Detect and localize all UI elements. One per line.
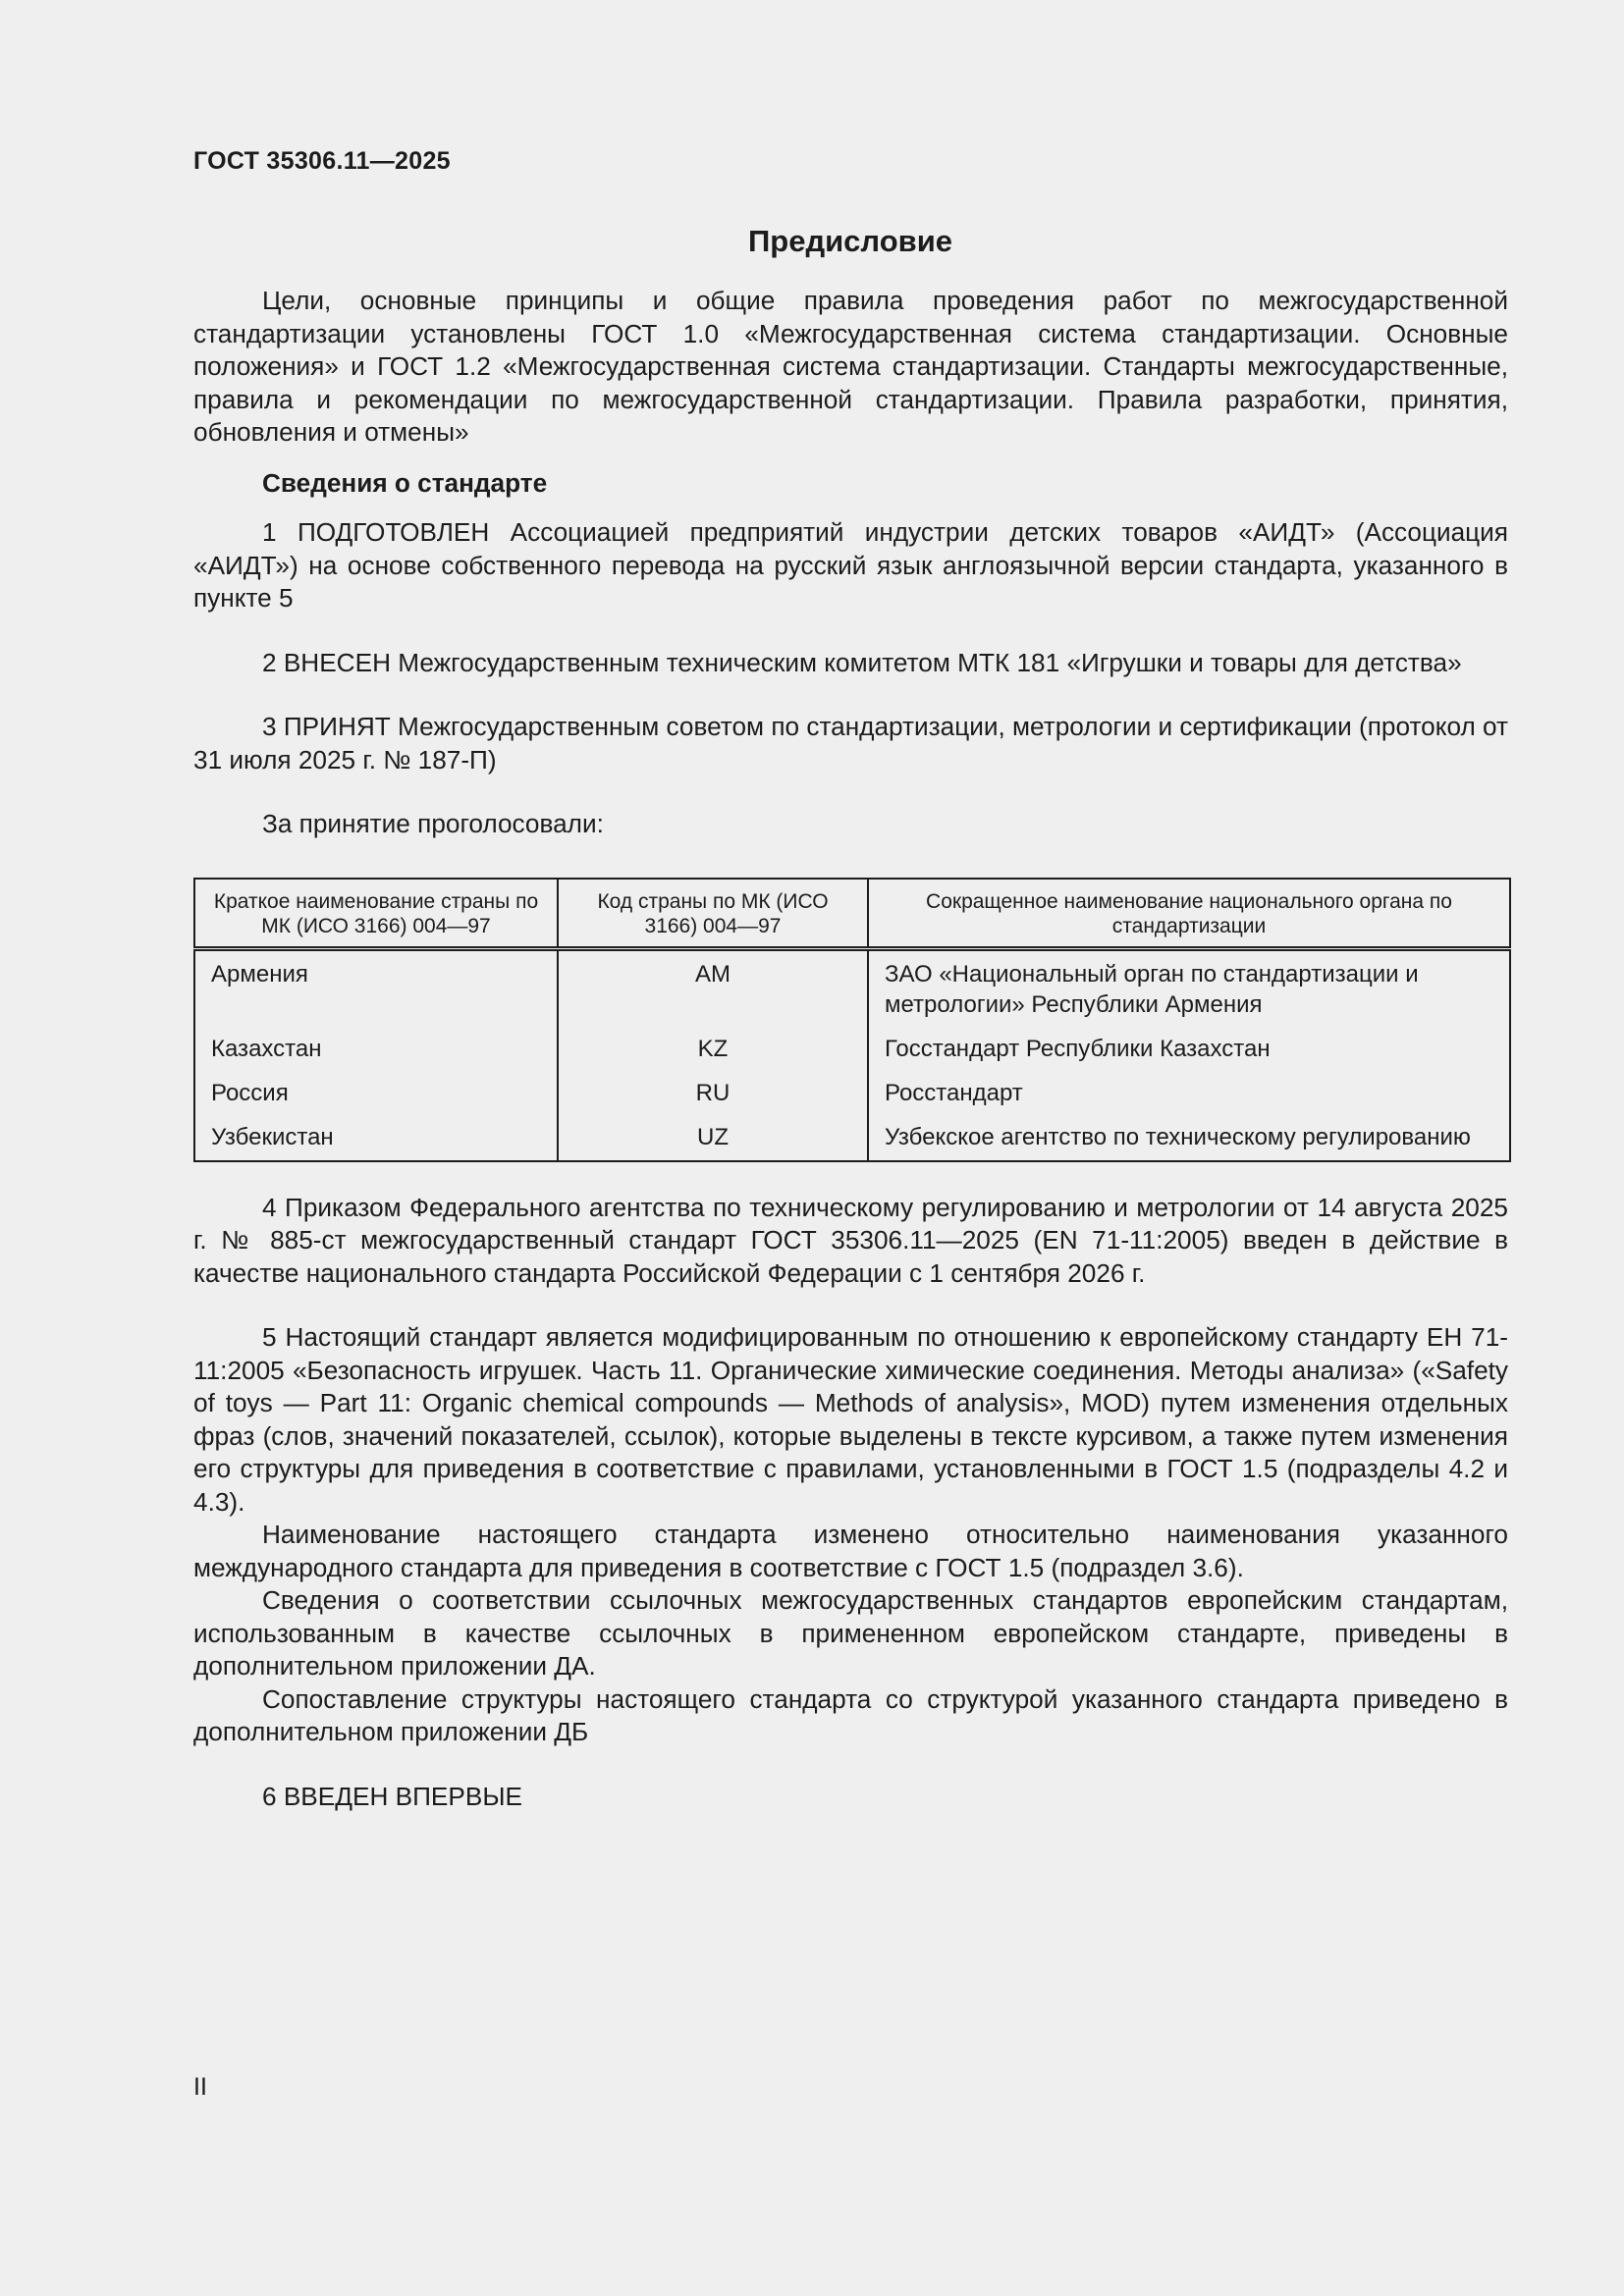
item-modified: 5 Настоящий стандарт является модифицированным по отношению к европейскому стандарту ЕН 71-11:2005 «Безопасность игрушек. Часть 11. Органические химические соединения. Методы анализа» («Safety of toys — Part 11: Organic chemical compounds — Methods of analysis», MOD) путем изменения отдельных фраз (слов, значений показателей, ссылок), которые выделены в тексте курсивом, а также путем изменения его структуры для приведения в соответствие с правилами, установленными в ГОСТ 1.5 (подразделы 4.2 и 4.3). bbox=[193, 1322, 1508, 1517]
item-structure: Сопоставление структуры настоящего стандарта со структурой указанного стандарта приведено в дополнительном приложении ДБ bbox=[193, 1683, 1508, 1746]
table-row bbox=[194, 1028, 1510, 1072]
item-references: Сведения о соответствии ссылочных межгосударственных стандартов европейским стандартам, использованным в качестве ссылочных в примененном европейском стандарте, приведены в дополнительном приложении ДА. bbox=[193, 1585, 1508, 1681]
item-name-changed: Наименование настоящего стандарта изменено относительно наименования указанного международного стандарта для приведения в соответствие с ГОСТ 1.5 (подраздел 3.6). bbox=[193, 1520, 1508, 1582]
cell-national-body: Узбекское агентство по техническому регулированию bbox=[868, 1116, 1510, 1161]
cell-national-body: Госстандарт Республики Казахстан bbox=[868, 1028, 1510, 1072]
section-heading: Сведения о стандарте bbox=[262, 467, 548, 498]
intro-paragraph: Цели, основные принципы и общие правила проведения работ по межгосударственной стандартизации установлены ГОСТ 1.0 «Межгосударственная система стандартизации. Основные положения» и ГОСТ 1.2 «Межгосударственная система стандартизации. Стандарты межгосударственные, правила и рекомендации по межгосударственной стандартизации. Правила разработки, принятия, обновления и отмены» bbox=[193, 286, 1508, 447]
cell-code: AM bbox=[558, 948, 868, 1028]
cell-country: Узбекистан bbox=[194, 1116, 558, 1161]
cell-national-body: ЗАО «Национальный орган по стандартизации и метрологии» Республики Армения bbox=[868, 948, 1510, 1028]
item-order: 4 Приказом Федерального агентства по техническому регулированию и метрологии от 14 августа 2025 г. № 885-ст межгосударственный стандарт ГОСТ 35306.11—2025 (EN 71-11:2005) введен в действие в качестве национального стандарта Российской Федерации с 1 сентября 2026 г. bbox=[193, 1192, 1508, 1288]
voted-label: За принятие проголосовали: bbox=[262, 809, 604, 838]
table-row bbox=[194, 948, 1510, 1028]
running-header: ГОСТ 35306.11—2025 bbox=[193, 147, 451, 175]
cell-country: Армения bbox=[194, 948, 558, 1028]
cell-code: UZ bbox=[558, 1116, 868, 1161]
table-header-row bbox=[194, 879, 1510, 949]
cell-code: RU bbox=[558, 1072, 868, 1116]
header-country-code: Код страны по МК (ИСО 3166) 004—97 bbox=[558, 879, 868, 949]
page-number: II bbox=[193, 2073, 207, 2101]
cell-country: Россия bbox=[194, 1072, 558, 1116]
header-national-body: Сокращенное наименование национального органа по стандартизации bbox=[868, 879, 1510, 949]
cell-code: KZ bbox=[558, 1028, 868, 1072]
document-body bbox=[193, 285, 1508, 1813]
cell-country: Казахстан bbox=[194, 1028, 558, 1072]
item-introduced-by: 2 ВНЕСЕН Межгосударственным техническим комитетом МТК 181 «Игрушки и товары для детства» bbox=[262, 647, 1462, 677]
cell-national-body: Росстандарт bbox=[868, 1072, 1510, 1116]
item-adopted: 3 ПРИНЯТ Межгосударственным советом по стандартизации, метрологии и сертификации (протокол от 31 июля 2025 г. № 187-П) bbox=[193, 712, 1508, 774]
table-row bbox=[194, 1072, 1510, 1116]
table-row bbox=[194, 1116, 1510, 1161]
header-country-name: Краткое наименование страны по МК (ИСО 3166) 004—97 bbox=[194, 879, 558, 949]
item-first-time: 6 ВВЕДЕН ВПЕРВЫЕ bbox=[262, 1781, 522, 1811]
page-title: Предисловие bbox=[747, 224, 952, 258]
item-prepared: 1 ПОДГОТОВЛЕН Ассоциацией предприятий индустрии детских товаров «АИДТ» (Ассоциация «АИДТ») на основе собственного перевода на русский язык англоязычной версии стандарта, указанного в пункте 5 bbox=[193, 517, 1508, 613]
votes-table bbox=[193, 878, 1511, 1162]
